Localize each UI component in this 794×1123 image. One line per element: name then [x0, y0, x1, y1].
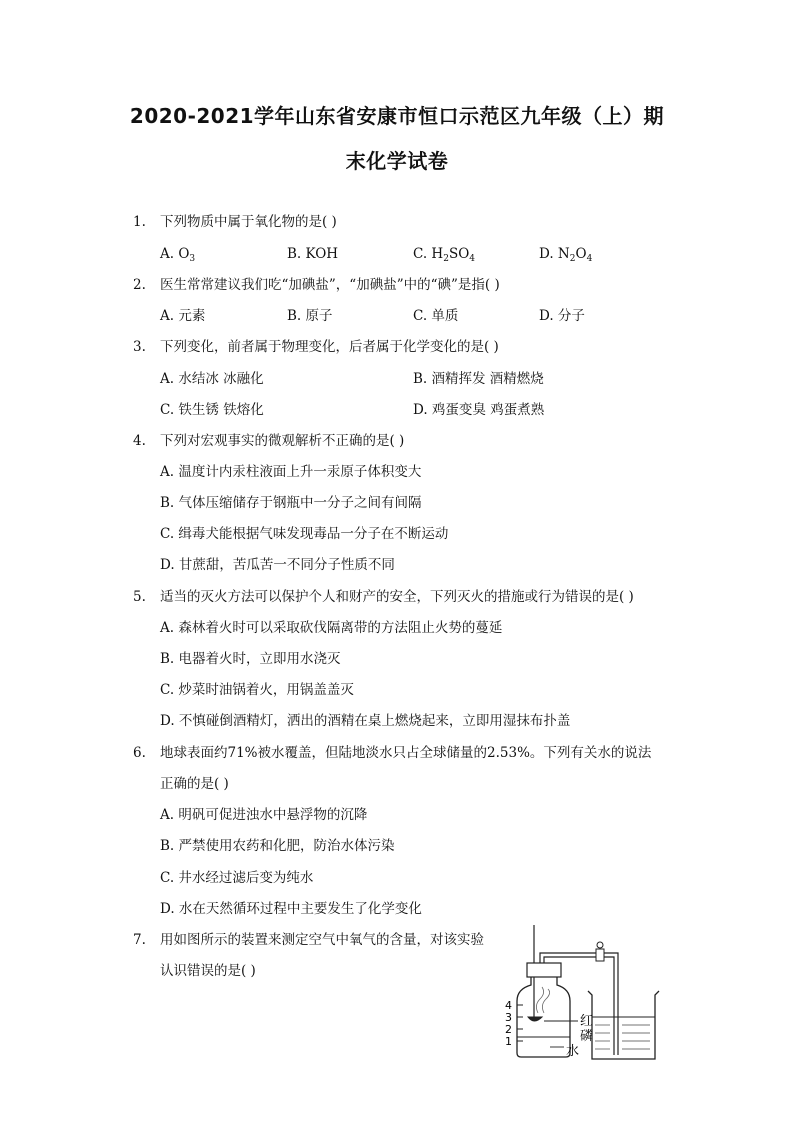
question-text: 用如图所示的装置来测定空气中氧气的含量，对该实验	[160, 932, 484, 948]
scale-mark-2: 2	[505, 1023, 512, 1036]
label-red: 红	[580, 1014, 594, 1029]
option-b: B. 酒精挥发 酒精燃烧	[413, 371, 544, 387]
label-water: 水	[566, 1044, 580, 1059]
question-5	[133, 587, 634, 607]
question-7-cont: 认识错误的是( )	[160, 963, 256, 979]
combustion-spoon	[528, 1017, 542, 1021]
question-4	[133, 431, 404, 451]
option-a: A. 水结冰 冰融化	[160, 371, 264, 387]
option-b: B. 气体压缩储存于钢瓶中一分子之间有间隔	[160, 495, 422, 511]
question-text: 下列变化，前者属于物理变化，后者属于化学变化的是( )	[160, 339, 499, 355]
option-d: D. 水在天然循环过程中主要发生了化学变化	[160, 901, 422, 917]
option-d: D. 甘蔗甜，苦瓜苦一不同分子性质不同	[160, 557, 395, 573]
option-c: C. 铁生锈 铁熔化	[160, 402, 264, 418]
scale-mark-1: 1	[505, 1035, 512, 1048]
question-text: 地球表面约71%被水覆盖，但陆地淡水只占全球储量的2.53%。下列有关水的说法	[160, 745, 652, 761]
option-d: D. 分子	[539, 308, 585, 324]
option-b: B. 原子	[287, 308, 333, 324]
question-text: 下列对宏观事实的微观解析不正确的是( )	[160, 433, 405, 449]
question-number: 7.	[133, 932, 146, 948]
spring-clamp	[596, 949, 604, 961]
question-text: 医生常常建议我们吃“加碘盐”，“加碘盐”中的“碘”是指( )	[160, 277, 500, 293]
question-number: 2.	[133, 277, 146, 293]
question-number: 5.	[133, 589, 146, 605]
gas-jar	[517, 977, 570, 1057]
question-number: 3.	[133, 339, 146, 355]
option-a: A. 森林着火时可以采取砍伐隔离带的方法阻止火势的蔓延	[160, 620, 503, 636]
label-phosphorus: 磷	[580, 1029, 594, 1044]
option-a: A. 明矾可促进浊水中悬浮物的沉降	[160, 807, 368, 823]
option-c: C. 炒菜时油锅着火，用锅盖盖灭	[160, 682, 354, 698]
rubber-stopper	[527, 963, 561, 977]
option-b: B. 电器着火时，立即用水浇灭	[160, 651, 341, 667]
option-a: A. 温度计内汞柱液面上升一汞原子体积变大	[160, 464, 422, 480]
scale-mark-4: 4	[505, 999, 512, 1012]
question-number: 6.	[133, 745, 146, 761]
question-6-cont: 正确的是( )	[160, 776, 229, 792]
option-c: C. 缉毒犬能根据气味发现毒品一分子在不断运动	[160, 526, 449, 542]
question-1	[133, 212, 337, 232]
option-d: D. 鸡蛋变臭 鸡蛋煮熟	[413, 402, 545, 418]
scale-mark-3: 3	[505, 1011, 512, 1024]
question-2	[133, 275, 500, 295]
question-3	[133, 337, 499, 357]
title-line-1: 2020-2021学年山东省安康市恒口示范区九年级（上）期	[129, 104, 665, 128]
question-number: 1.	[133, 214, 146, 230]
question-6	[133, 743, 673, 763]
title-line-2: 末化学试卷	[345, 149, 449, 173]
beaker-water	[595, 1025, 650, 1049]
option-a: A. $O_3$	[160, 246, 196, 264]
option-d: D. $N_2O_4$	[539, 246, 593, 264]
option-a: A. 元素	[160, 308, 206, 324]
question-text: 适当的灭火方法可以保护个人和财产的安全，下列灭火的措施或行为错误的是( )	[160, 589, 634, 605]
option-d: D. 不慎碰倒酒精灯，洒出的酒精在桌上燃烧起来，立即用湿抹布扑盖	[160, 713, 571, 729]
option-b: B. 严禁使用农药和化肥，防治水体污染	[160, 838, 395, 854]
question-text: 下列物质中属于氧化物的是( )	[160, 214, 337, 230]
option-c: C. 井水经过滤后变为纯水	[160, 870, 314, 886]
option-c: C. $H_2SO_4$	[413, 246, 476, 264]
question-number: 4.	[133, 433, 146, 449]
option-b: B. KOH	[287, 246, 339, 262]
option-c: C. 单质	[413, 308, 459, 324]
question-7	[133, 930, 484, 950]
apparatus-figure	[500, 925, 680, 1065]
